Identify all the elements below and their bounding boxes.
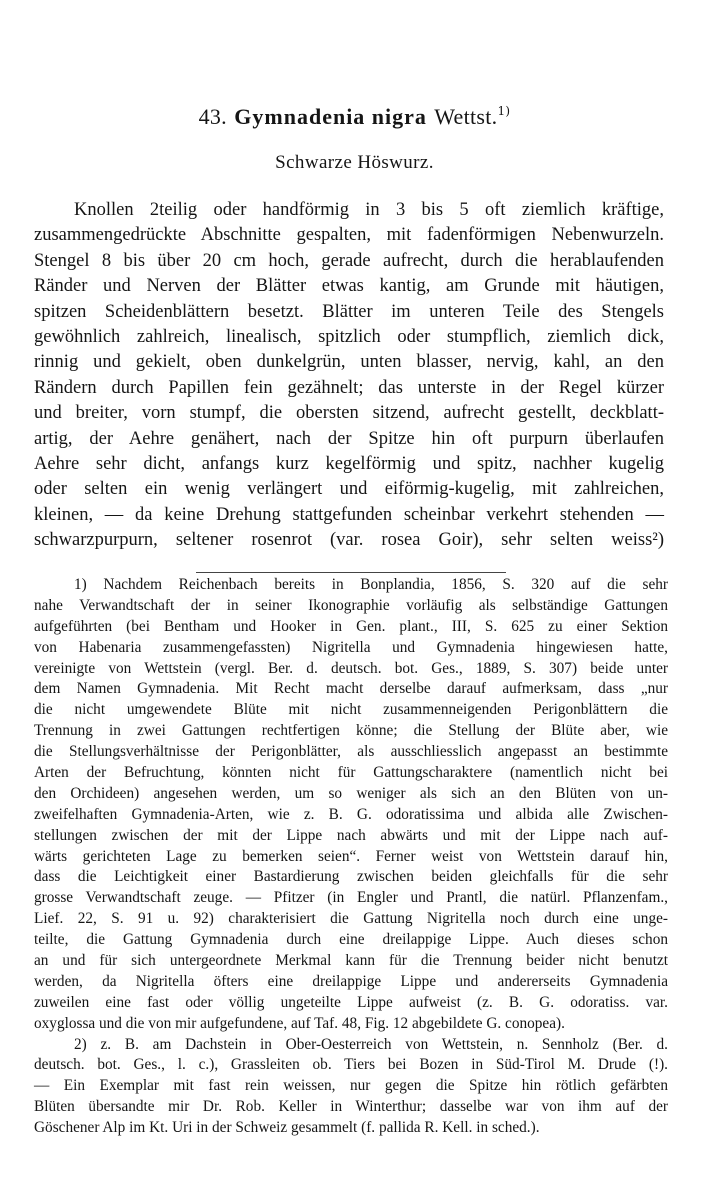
footnote-line: vereinigte von Wettstein (vergl. Ber. d. deutsch. bot. Ges., 1889, S. 307) beide unter — [34, 659, 668, 677]
footnote-line: die nicht umgewendete Blüte mit nicht zusammenneigenden Perigonblättern die — [34, 701, 668, 719]
footnote-line: stellungen zwischen der mit der Lippe nach abwärts und mit der Lippe nach auf- — [34, 826, 668, 844]
footnote-line: zuweilen eine fast oder völlig ungeteilte Lippe aufweist (z. B. G. odoratiss. var. — [34, 993, 668, 1011]
species-author: Wettst. — [434, 104, 498, 129]
body-line: zusammengedrückte Abschnitte gespalten, mit fadenförmigen Nebenwurzeln. — [34, 225, 664, 246]
footnote-line: Göschener Alp im Kt. Uri in der Schweiz gesammelt (f. pallida R. Kell. in sched.). — [34, 1119, 540, 1137]
species-heading — [0, 104, 709, 130]
footnote-mark: 1) — [497, 104, 511, 118]
body-line: Ränder und Nerven der Blätter etwas kantig, am Grunde mit häutigen, — [34, 276, 664, 297]
body-line: Knollen 2teilig oder handförmig in 3 bis 5 oft ziemlich kräftige, — [74, 200, 664, 220]
footnote-line: dass die Leichtigkeit einer Bastardierung zwischen beiden gleichfalls für die sehr — [34, 868, 668, 886]
body-line: Aehre sehr dicht, anfangs kurz kegelförmig und spitz, nachher kugelig — [34, 453, 664, 474]
footnote-line: die Stellungsverhältnisse der Perigonblätter, als ausschliesslich angepasst an bestimmte — [34, 743, 668, 761]
footnote-line: wärts gerichteten Lage zu bemerken seien“. Ferner weist von Wettstein darauf hin, — [34, 847, 668, 865]
footnote-line: dem Namen Gymnadenia. Mit Recht macht derselbe darauf aufmerksam, dass „nur — [34, 680, 668, 698]
footnote-line: von Habenaria zusammengefassten) Nigritella und Gymnadenia hingewiesen hatte, — [34, 638, 668, 656]
footnote-line: an und für sich untergeordnete Merkmal kann für die Trennung beider nicht benutzt — [34, 952, 668, 970]
footnote-line: deutsch. bot. Ges., l. c.), Grassleiten ob. Tiers bei Bozen in Süd-Tirol M. Drude (!). — [34, 1056, 668, 1074]
footnote-line: oxyglossa und die von mir aufgefundene, auf Taf. 48, Fig. 12 abgebildete G. conopea). — [34, 1014, 565, 1032]
footnote-divider — [196, 572, 506, 573]
footnote-line: Blüten übersandte mir Dr. Rob. Keller in Winterthur; dasselbe war von ihm auf der — [34, 1098, 668, 1116]
footnote-line: zweifelhaften Gymnadenia-Arten, wie z. B. G. odoratissima und albida alle Zwischen- — [34, 805, 668, 823]
body-line: und breiter, vorn stumpf, die obersten sitzend, aufrecht gestellt, deckblatt- — [34, 403, 664, 424]
body-line: Stengel 8 bis über 20 cm hoch, gerade aufrecht, durch die herablaufenden — [34, 250, 664, 271]
footnotes — [34, 575, 668, 1139]
common-name: Schwarze Höswurz. — [275, 152, 434, 173]
footnote-line: 1) Nachdem Reichenbach bereits in Bonplandia, 1856, S. 320 auf die sehr — [74, 576, 668, 593]
body-line: oder selten ein wenig verlängert und eiförmig-kugelig, mit zahlreichen, — [34, 479, 664, 500]
body-line: schwarzpurpurn, seltener rosenrot (var. rosea Goir), sehr selten weiss²) — [34, 530, 664, 551]
species-name: Gymnadenia nigra — [234, 104, 427, 129]
body-line: spitzen Scheidenblättern besetzt. Blätter im unteren Teile des Stengels — [34, 301, 664, 322]
footnote-line: teilte, die Gattung Gymnadenia durch eine dreilappige Lippe. Auch dieses schon — [34, 931, 668, 949]
footnote-line: Lief. 22, S. 91 u. 92) charakterisiert die Gattung Nigritella noch durch eine unge- — [34, 910, 668, 928]
footnote-line: grosse Verwandtschaft zeuge. — Pfitzer (in Engler und Prantl, die natürl. Pflanzenfam., — [34, 889, 668, 907]
footnote-line: 2) z. B. am Dachstein in Ober-Oesterreich von Wettstein, n. Sennholz (Ber. d. — [74, 1035, 668, 1053]
body-line: kleinen, — da keine Drehung stattgefunden scheinbar verkehrt stehenden — — [34, 504, 664, 525]
body-line: rinnig und gekielt, oben dunkelgrün, unten blasser, nervig, kahl, an den — [34, 352, 664, 373]
species-number: 43. — [198, 104, 227, 129]
body-line: gewöhnlich zahlreich, linealisch, spitzlich oder stumpflich, ziemlich dick, — [34, 326, 664, 347]
body-line: artig, der Aehre genähert, nach der Spitze hin oft purpurn überlaufen — [34, 428, 664, 449]
footnote-line: — Ein Exemplar mit fast rein weissen, nur gegen die Spitze hin rötlich gefärbten — [34, 1077, 668, 1095]
description-paragraph — [34, 198, 664, 553]
footnote-line: werden, da Nigritella öfters eine dreilappige Lippe und andererseits Gymnadenia — [34, 972, 668, 990]
footnote-line: aufgeführten (bei Bentham und Hooker in Gen. plant., III, S. 625 zu einer Sektion — [34, 617, 668, 635]
footnote-line: nahe Verwandtschaft der in seiner Ikonographie vorläufig als selbständige Gattungen — [34, 596, 668, 614]
footnote-line: Trennung in zwei Gattungen rechtfertigen könne; die Stellung der Blüte aber, wie — [34, 722, 668, 740]
footnote-line: den Orchideen) angesehen werden, um so weniger als sich an den Blüten von un- — [34, 784, 668, 802]
body-line: Rändern durch Papillen fein gezähnelt; das unterste in der Regel kürzer — [34, 377, 664, 398]
footnote-line: Arten der Befruchtung, könnten nicht für Gattungscharaktere (namentlich nicht bei — [34, 764, 668, 782]
